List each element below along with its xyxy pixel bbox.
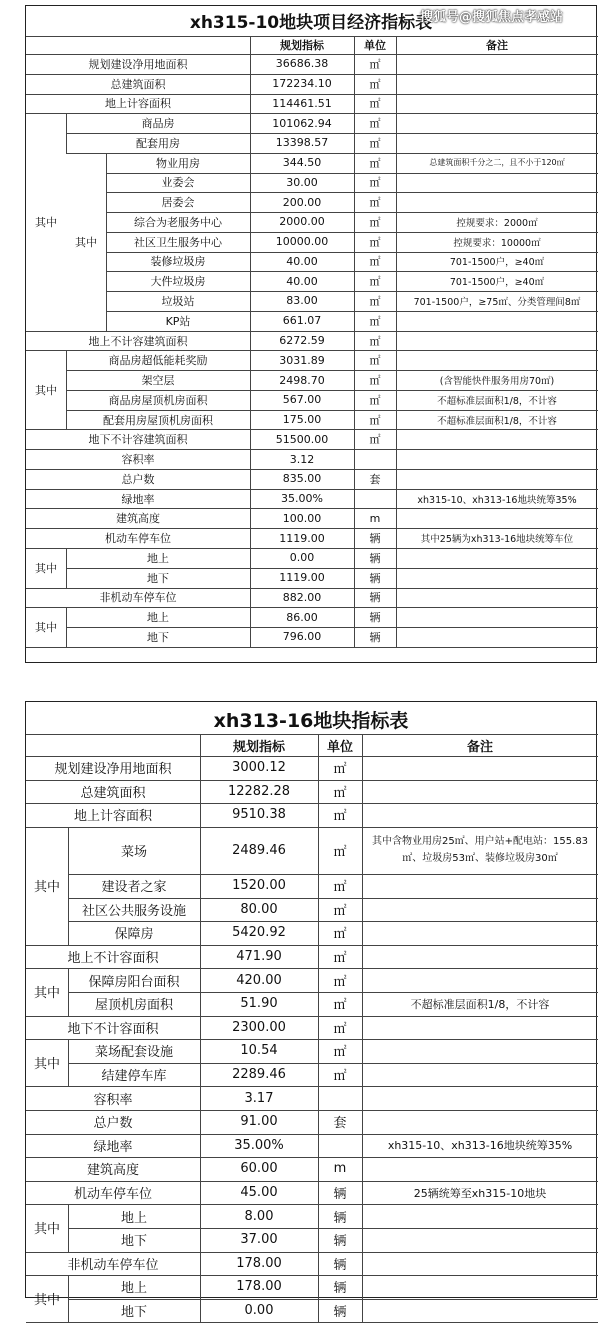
row-note: xh315-10、xh313-16地块统筹35%	[387, 1139, 573, 1153]
label-divider	[66, 607, 67, 627]
row-note: 控规要求：2000㎡	[456, 217, 538, 229]
group-top	[26, 350, 598, 351]
row-note	[364, 968, 596, 992]
row-label: 商品房	[141, 117, 175, 131]
row-value: 567.00	[282, 393, 322, 407]
row-label: 社区卫生服务中心	[134, 235, 222, 249]
row-label: 规划建设净用地面积	[88, 57, 188, 71]
row-label: 架空层	[141, 374, 175, 388]
group-label: 其中	[33, 986, 60, 1002]
row-label: 大件垃圾房	[150, 275, 206, 289]
row-note	[398, 548, 596, 568]
column-header: 单位	[326, 739, 353, 755]
row-label: 装修垃圾房	[150, 255, 206, 269]
row-value: 36686.38	[275, 57, 329, 71]
row-unit: ㎡	[333, 1045, 347, 1061]
row-label: 社区公共服务设施	[81, 903, 186, 919]
row-unit: 辆	[369, 630, 381, 644]
row-value: 45.00	[240, 1185, 278, 1201]
row-label: 机动车停车位	[73, 1187, 152, 1203]
label-divider	[66, 113, 67, 133]
group-top	[26, 827, 598, 828]
row-note: 其中25辆为xh313-16地块统筹车位	[420, 534, 574, 546]
group-label: 其中	[33, 1057, 60, 1073]
row-note: 701-1500户，≥40㎡	[449, 257, 545, 269]
label-divider	[106, 192, 107, 212]
row-value: 0.00	[289, 551, 315, 565]
group-label: 其中	[33, 1293, 60, 1309]
row-note	[398, 94, 596, 114]
row-unit: 辆	[369, 591, 381, 605]
row-label: 建设者之家	[101, 880, 167, 896]
label-divider	[68, 1299, 69, 1323]
row-unit: ㎡	[369, 275, 381, 289]
label-divider	[66, 568, 67, 588]
row-unit: 辆	[333, 1281, 347, 1297]
label-divider	[68, 1228, 69, 1252]
row-unit: ㎡	[333, 927, 347, 943]
row-note	[398, 350, 596, 370]
row-value: 91.00	[240, 1114, 278, 1130]
row-value: 2300.00	[232, 1019, 286, 1035]
row-unit: 套	[333, 1116, 347, 1132]
row-value: 3000.12	[232, 760, 286, 776]
row-value: 2498.70	[279, 373, 325, 387]
label-divider	[66, 627, 67, 647]
row-note	[398, 588, 596, 608]
group-label: 其中	[33, 1222, 60, 1238]
row-value: 882.00	[282, 590, 322, 604]
row-unit: 辆	[369, 551, 381, 565]
row-note	[398, 469, 596, 489]
row-note	[398, 627, 596, 647]
label-divider	[66, 133, 67, 153]
group-top	[26, 607, 598, 608]
row-value: 344.50	[282, 156, 322, 170]
row-note	[364, 1228, 596, 1252]
group-bottom	[66, 331, 598, 332]
group-label: 其中	[35, 215, 57, 229]
group-label: 其中	[33, 880, 60, 896]
row-value: 661.07	[282, 314, 322, 328]
row-label: 地下	[120, 1305, 147, 1321]
row-label: 物业用房	[156, 156, 200, 170]
row-unit	[354, 489, 396, 509]
label-divider	[106, 232, 107, 252]
row-label: 配套用房屋顶机房面积	[103, 413, 213, 427]
label-divider	[106, 173, 107, 193]
row-label: 屋顶机房面积	[94, 998, 173, 1014]
row-value: 6272.59	[279, 334, 325, 347]
row-unit: 辆	[333, 1257, 347, 1273]
row-unit: ㎡	[333, 844, 347, 860]
row-label: 地上不计容面积	[67, 951, 159, 967]
group-top	[66, 153, 598, 154]
row-unit: 辆	[369, 532, 381, 546]
row-note	[398, 568, 596, 588]
row-label: 垃圾站	[161, 294, 195, 308]
row-value: 35.00%	[234, 1137, 284, 1153]
row-label: 地下不计容建筑面积	[88, 433, 188, 447]
row-value: 8.00	[244, 1208, 274, 1224]
row-value: 10.54	[240, 1043, 278, 1059]
group-top	[26, 113, 598, 114]
column-header: 规划指标	[232, 739, 285, 755]
row-label: 机动车停车位	[105, 532, 171, 546]
row-label: 综合为老服务中心	[134, 215, 222, 229]
row-value: 1119.00	[279, 531, 325, 545]
row-value: 172234.10	[272, 77, 332, 91]
row-label: 地上	[120, 1210, 147, 1226]
row-note	[364, 1016, 596, 1040]
watermark: 搜狐号@搜狐焦点孝感站	[420, 10, 564, 25]
row-value: 114461.51	[272, 96, 332, 110]
row-note: 不超标准层面积1/8，不计容	[437, 415, 557, 427]
row-unit: ㎡	[369, 176, 381, 190]
row-note	[364, 1275, 596, 1299]
row-note	[364, 1086, 596, 1110]
row-unit: ㎡	[333, 903, 347, 919]
row-value: 2489.46	[232, 842, 286, 858]
row-value: 40.00	[286, 274, 318, 288]
row-unit: ㎡	[333, 1021, 347, 1037]
row-note	[364, 803, 596, 827]
row-unit	[318, 1086, 362, 1110]
row-unit: 辆	[369, 611, 381, 625]
row-label: 地下	[147, 630, 169, 644]
row-label: 总建筑面积	[80, 785, 146, 801]
row-label: 地上	[147, 551, 169, 565]
row-unit: ㎡	[369, 196, 381, 210]
table-title: xh313-16地块指标表	[213, 710, 409, 732]
group-label: 其中	[35, 383, 57, 397]
column-divider	[362, 734, 363, 1322]
row-value: 80.00	[240, 901, 278, 917]
row-note	[398, 74, 596, 94]
row-label: 地上	[147, 611, 169, 625]
row-label: 总户数	[93, 1116, 133, 1132]
row-label: 保障房阳台面积	[88, 974, 180, 990]
row-value: 178.00	[236, 1255, 282, 1271]
row-note	[398, 113, 596, 133]
row-label: 配套用房	[136, 136, 180, 150]
label-divider	[66, 410, 67, 430]
row-label: 结建停车库	[101, 1069, 167, 1085]
row-value: 2289.46	[232, 1067, 286, 1083]
group-top	[26, 1204, 598, 1205]
row-note: xh315-10、xh313-16地块统筹35%	[417, 494, 577, 506]
label-divider	[68, 874, 69, 898]
row-note: 不超标准层面积1/8，不计容	[437, 395, 557, 407]
column-header: 备注	[486, 39, 508, 52]
row-note	[398, 133, 596, 153]
table-xh313-16	[25, 701, 597, 1321]
row-unit: ㎡	[369, 215, 381, 229]
row-note: 总建筑面积千分之二，且不小于120㎡	[429, 158, 565, 168]
row-label: 总建筑面积	[110, 77, 166, 91]
row-unit: 辆	[333, 1210, 347, 1226]
row-unit: ㎡	[369, 393, 381, 407]
row-value: 51.90	[240, 996, 278, 1012]
row-unit: 套	[369, 472, 381, 486]
row-unit: 辆	[333, 1234, 347, 1250]
row-unit: ㎡	[369, 314, 381, 328]
row-value: 83.00	[286, 294, 318, 308]
row-note	[398, 449, 596, 469]
row-note	[364, 756, 596, 780]
row-label: 地下	[120, 1234, 147, 1250]
group-bottom	[26, 647, 598, 648]
row-value: 86.00	[286, 610, 318, 624]
row-value: 1520.00	[232, 878, 286, 894]
row-unit	[354, 449, 396, 469]
row-value: 60.00	[240, 1161, 278, 1177]
row-note	[398, 607, 596, 627]
group-top	[26, 548, 598, 549]
column-divider	[396, 36, 397, 647]
row-value: 200.00	[282, 195, 322, 209]
row-note	[398, 192, 596, 212]
label-divider	[68, 992, 69, 1016]
row-note	[398, 173, 596, 193]
label-divider	[68, 921, 69, 945]
row-label: 非机动车停车位	[99, 591, 177, 605]
row-unit: ㎡	[333, 998, 347, 1014]
row-value: 3.12	[289, 452, 315, 466]
row-unit: m	[369, 511, 381, 525]
column-header: 规划指标	[280, 39, 324, 52]
row-unit: ㎡	[333, 762, 347, 778]
row-note	[364, 898, 596, 922]
row-label: 容积率	[93, 1092, 133, 1108]
row-unit: ㎡	[369, 433, 381, 447]
row-value: 51500.00	[275, 432, 329, 446]
row-note	[364, 1110, 596, 1134]
row-value: 5420.92	[232, 925, 286, 941]
row-unit: ㎡	[369, 156, 381, 170]
row-label: 绿地率	[93, 1139, 133, 1155]
group-bottom	[26, 1252, 598, 1253]
row-note	[364, 1299, 596, 1323]
row-note	[364, 945, 596, 969]
group-top	[26, 1275, 598, 1276]
row-value: 796.00	[282, 630, 322, 644]
row-unit: ㎡	[369, 136, 381, 150]
row-label: 绿地率	[121, 492, 155, 506]
label-divider	[106, 153, 107, 173]
row-note	[398, 311, 596, 331]
row-label: 菜场	[120, 844, 147, 860]
row-label: 总户数	[121, 472, 155, 486]
row-label: 规划建设净用地面积	[54, 762, 172, 778]
row-note: 不超标准层面积1/8，不计容	[410, 997, 550, 1011]
row-note	[398, 508, 596, 528]
row-note	[364, 1252, 596, 1276]
row-value: 3031.89	[279, 353, 325, 367]
group-label: 其中	[35, 561, 57, 575]
row-value: 100.00	[282, 511, 322, 525]
row-unit: ㎡	[369, 57, 381, 71]
label-divider	[106, 252, 107, 272]
row-value: 13398.57	[275, 136, 329, 150]
row-note: (含智能快件服务用房70㎡)	[439, 376, 555, 388]
group-bottom	[26, 588, 598, 589]
row-note	[398, 429, 596, 449]
table-xh315-10	[25, 5, 597, 663]
group-bottom	[26, 1016, 598, 1017]
row-value: 12282.28	[227, 783, 291, 799]
row-unit: ㎡	[369, 354, 381, 368]
label-divider	[68, 1204, 69, 1228]
row-label: 建筑高度	[116, 512, 160, 526]
row-note	[364, 780, 596, 804]
row-label: 容积率	[121, 453, 155, 467]
row-value: 0.00	[244, 1303, 274, 1319]
row-value: 40.00	[286, 254, 318, 268]
row-unit: ㎡	[369, 413, 381, 427]
row-note	[398, 54, 596, 74]
row-value: 101062.94	[272, 116, 332, 130]
row-unit: ㎡	[369, 117, 381, 131]
group-label: 其中	[35, 621, 57, 635]
row-label: 居委会	[161, 196, 195, 210]
label-divider	[106, 311, 107, 331]
row-label: 建筑高度	[86, 1163, 139, 1179]
row-label: 商品房屋顶机房面积	[108, 393, 208, 407]
row-label: 地上计容面积	[105, 97, 171, 111]
row-value: 35.00%	[281, 492, 323, 506]
table-title: xh315-10地块项目经济指标表	[189, 13, 433, 33]
label-divider	[106, 291, 107, 311]
row-value: 3.17	[244, 1090, 274, 1106]
row-unit: ㎡	[369, 77, 381, 91]
group-label: 其中	[75, 235, 97, 249]
group-top	[26, 1039, 598, 1040]
row-unit: ㎡	[369, 334, 381, 348]
row-value: 835.00	[282, 472, 322, 486]
row-unit: ㎡	[333, 951, 347, 967]
group-bottom	[26, 429, 598, 430]
row-label: 地下	[147, 571, 169, 585]
row-label: 地下不计容面积	[67, 1021, 159, 1037]
row-unit: ㎡	[333, 785, 347, 801]
row-value: 420.00	[236, 972, 282, 988]
label-divider	[66, 390, 67, 410]
row-note	[364, 874, 596, 898]
row-unit: 辆	[333, 1305, 347, 1321]
column-header: 备注	[466, 739, 493, 755]
row-unit: ㎡	[369, 255, 381, 269]
row-note: 25辆统筹至xh315-10地块	[413, 1186, 547, 1200]
row-value: 471.90	[236, 949, 282, 965]
row-label: 非机动车停车位	[67, 1257, 159, 1273]
row-label: 商品房超低能耗奖励	[108, 354, 208, 368]
group-bottom	[26, 945, 598, 946]
row-unit: ㎡	[333, 809, 347, 825]
row-unit: ㎡	[369, 374, 381, 388]
label-divider	[68, 1039, 69, 1063]
label-divider	[68, 827, 69, 874]
row-value: 175.00	[282, 413, 322, 427]
row-note	[398, 331, 596, 351]
label-divider	[106, 212, 107, 232]
group-bottom	[26, 1086, 598, 1087]
row-value: 37.00	[240, 1232, 278, 1248]
row-note	[364, 1157, 596, 1181]
row-unit: 辆	[369, 571, 381, 585]
row-note	[364, 1204, 596, 1228]
label-divider	[68, 1063, 69, 1087]
label-divider	[68, 898, 69, 922]
row-note: 控规要求：10000㎡	[453, 237, 541, 249]
row-note	[364, 1063, 596, 1087]
row-value: 30.00	[286, 175, 318, 189]
row-note	[364, 1039, 596, 1063]
row-note	[364, 921, 596, 945]
row-value: 178.00	[236, 1279, 282, 1295]
row-value: 9510.38	[232, 807, 286, 823]
row-unit: ㎡	[369, 235, 381, 249]
row-unit: m	[333, 1161, 347, 1177]
label-divider	[68, 1275, 69, 1299]
row-unit: ㎡	[333, 1069, 347, 1085]
row-note: 其中含物业用房25㎡、用户站+配电站：155.83㎡、垃圾房53㎡、装修垃圾房30㎡	[371, 836, 589, 865]
row-value: 1119.00	[279, 571, 325, 585]
row-label: 菜场配套设施	[94, 1045, 173, 1061]
row-unit: ㎡	[369, 294, 381, 308]
row-value: 10000.00	[275, 235, 329, 249]
row-value: 2000.00	[279, 215, 325, 229]
label-divider	[66, 548, 67, 568]
column-header: 单位	[364, 39, 386, 52]
row-unit: ㎡	[369, 97, 381, 111]
label-divider	[106, 271, 107, 291]
row-unit: ㎡	[333, 880, 347, 896]
label-divider	[66, 370, 67, 390]
row-label: 地上	[120, 1281, 147, 1297]
label-divider	[66, 350, 67, 370]
row-note: 701-1500户，≥75㎡、分类管理间8㎡	[413, 296, 581, 308]
row-note: 701-1500户，≥40㎡	[449, 277, 545, 289]
row-unit: 辆	[333, 1187, 347, 1203]
row-label: 地上不计容建筑面积	[88, 334, 188, 348]
group-top	[26, 968, 598, 969]
row-label: 地上计容面积	[73, 809, 152, 825]
row-unit	[318, 1134, 362, 1158]
row-label: 保障房	[114, 927, 154, 943]
label-divider	[68, 968, 69, 992]
row-label: 业委会	[161, 176, 195, 190]
row-unit: ㎡	[333, 974, 347, 990]
row-label: KP站	[165, 314, 191, 328]
